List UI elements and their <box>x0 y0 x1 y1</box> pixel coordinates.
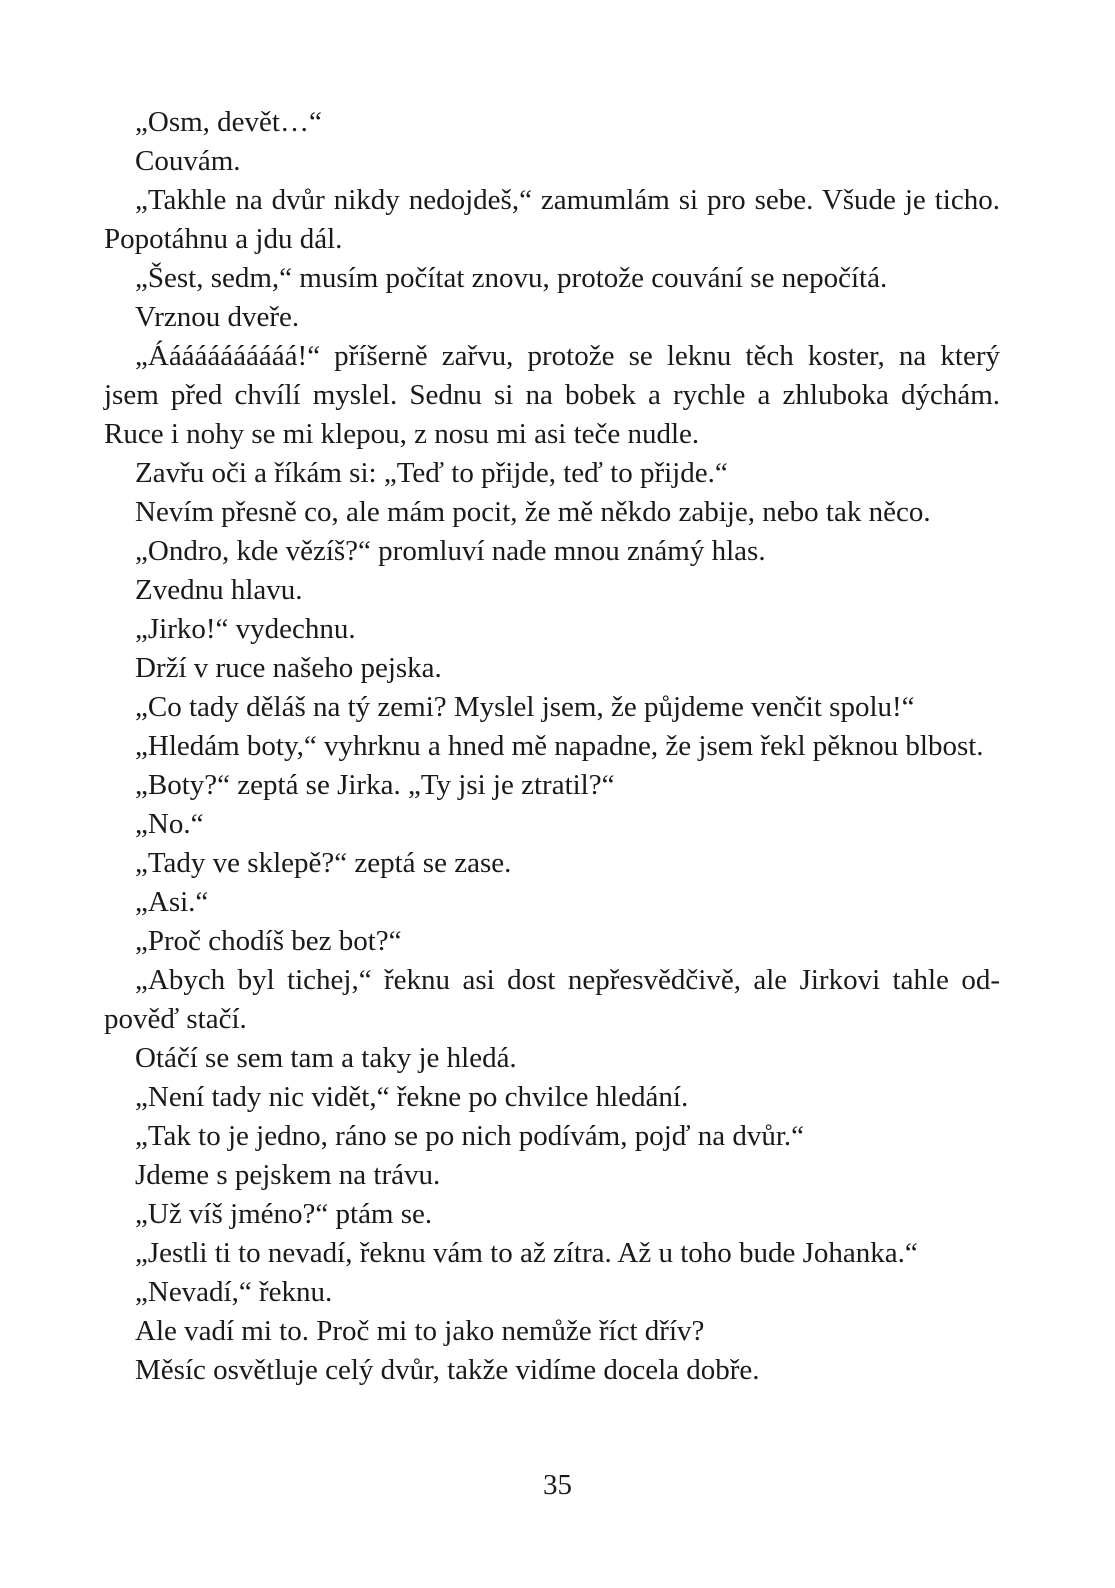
paragraph-5: Vrznou dveře. <box>135 301 300 333</box>
paragraph-9: „Ondro, kde vězíš?“ promluví nade mnou známý hlas. <box>135 535 766 567</box>
paragraph-13: „Co tady děláš na tý zemi? Myslel jsem, že půjdeme venčit spolu!“ <box>135 691 915 723</box>
paragraph-20: „Abych byl tichej,“ řeknu asi dost nepřesvědčivě, ale Jirkovi tahle odpověď stačí. <box>104 964 1000 1035</box>
paragraph-2: Couvám. <box>135 145 241 177</box>
paragraph-11: „Jirko!“ vydechnu. <box>135 613 356 645</box>
paragraph-15: „Boty?“ zeptá se Jirka. „Ty jsi je ztratil?“ <box>135 769 615 801</box>
paragraph-24: Jdeme s pejskem na trávu. <box>135 1159 441 1191</box>
paragraph-7: Zavřu oči a říkám si: „Teď to přijde, teď to přijde.“ <box>135 457 728 489</box>
paragraph-17: „Tady ve sklepě?“ zeptá se zase. <box>135 847 512 879</box>
page-number: 35 <box>543 1469 572 1501</box>
book-page-text <box>104 103 1000 1390</box>
paragraph-6: „Ááááááááááá!“ příšerně zařvu, protože se leknu těch koster, na který jsem před chvílí myslel. Sednu si na bobek a rychle a zhluboka dýchám. Ruce i nohy se mi klepou, z nosu mi asi teče nudle. <box>104 340 1000 450</box>
paragraph-23: „Tak to je jedno, ráno se po nich podívám, pojď na dvůr.“ <box>135 1120 805 1152</box>
paragraph-16: „No.“ <box>135 808 204 840</box>
paragraph-27: „Nevadí,“ řeknu. <box>135 1276 333 1308</box>
paragraph-4: „Šest, sedm,“ musím počítat znovu, protože couvání se nepočítá. <box>135 262 888 294</box>
paragraph-26: „Jestli ti to nevadí, řeknu vám to až zítra. Až u toho bude Johanka.“ <box>135 1237 918 1269</box>
paragraph-3: „Takhle na dvůr nikdy nedojdeš,“ zamumlám si pro sebe. Všude je ticho. Popotáhnu a jdu dál. <box>104 184 1000 255</box>
paragraph-21: Otáčí se sem tam a taky je hledá. <box>135 1042 517 1074</box>
paragraph-1: „Osm, devět…“ <box>135 106 322 138</box>
paragraph-28: Ale vadí mi to. Proč mi to jako nemůže říct dřív? <box>135 1315 705 1347</box>
paragraph-14: „Hledám boty,“ vyhrknu a hned mě napadne, že jsem řekl pěknou blbost. <box>135 730 984 762</box>
paragraph-18: „Asi.“ <box>135 886 209 918</box>
paragraph-22: „Není tady nic vidět,“ řekne po chvilce hledání. <box>135 1081 689 1113</box>
paragraph-10: Zvednu hlavu. <box>135 574 303 606</box>
paragraph-25: „Už víš jméno?“ ptám se. <box>135 1198 433 1230</box>
paragraph-8: Nevím přesně co, ale mám pocit, že mě někdo zabije, nebo tak něco. <box>135 496 931 528</box>
paragraph-12: Drží v ruce našeho pejska. <box>135 652 442 684</box>
paragraph-19: „Proč chodíš bez bot?“ <box>135 925 402 957</box>
paragraph-29: Měsíc osvětluje celý dvůr, takže vidíme docela dobře. <box>135 1354 760 1386</box>
